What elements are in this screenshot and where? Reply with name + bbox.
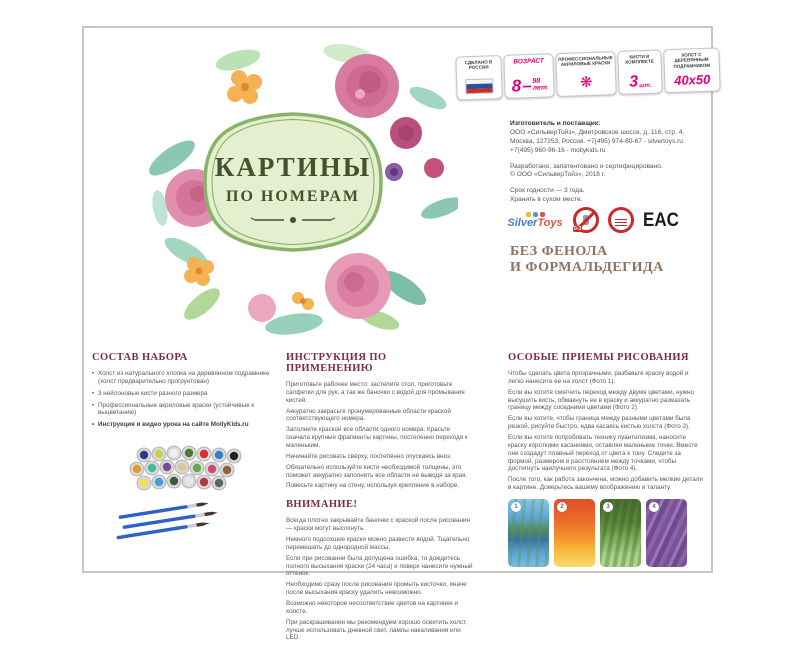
silvertoys-logo [506, 212, 564, 229]
manufacturer-address-line: +7(495) 960-96-16 - mollykids.ru [510, 146, 606, 154]
product-title-line2: ПО НОМЕРАМ [226, 188, 360, 205]
manufacturer-info [510, 120, 710, 205]
badge-acrylic-paints [555, 51, 616, 97]
technique-paragraph: После того, как работа закончена, можно добавить мелкие детали в картине. Доверьтесь вашему воображению и таланту. [508, 476, 703, 492]
attention-paragraph: Немного подсохшие краски можно развести водой. Тщательно перемешать до однородной массы. [286, 536, 470, 551]
no-phenol-line1: БЕЗ ФЕНОЛА [510, 244, 608, 259]
feature-badges-row [455, 47, 720, 100]
age-unit: лет [532, 84, 548, 92]
techniques-column [508, 352, 704, 567]
composition-item: • Холст из натурального хлопка на деревянном подрамнике (холст предварительно прогрунтован) [92, 370, 274, 386]
technique-paragraph: Чтобы сделать цвета прозрачными, разбавьте краску водой и легко нанесите ее на холст (Фото 1). [508, 370, 689, 385]
brand-name-part2: Toys [537, 216, 563, 229]
age-from: 8 [511, 76, 522, 96]
age-restriction-icon [573, 207, 599, 233]
technique-paragraph: Если вы хотите смягчить переход между двумя цветами, нужно высушить кисть, обмакнуть ее в краску и аккуратно размазать границу между соседними цветами (Фото 2). [508, 388, 695, 412]
composition-item-website: • Инструкция и видео урока на сайте MollyKids.ru [92, 421, 274, 429]
title-plaque [205, 114, 381, 250]
shelf-life-line: Срок годности — 3 года. [510, 187, 585, 195]
instruction-paragraph: Заполните краской все области одного номера. Красьте сначала крупные фрагменты картины, постепенно переходя к маленьким. [286, 426, 468, 450]
technique-paragraph: Если вы хотите попробовать технику пуантилизма, наносите краску короткими касаниями, оставляя маленькие точки. Вместе они создадут плавный переход от цвета к тону. Следите за формой, размером и расстоянием между точками, чтобы достигнуть наилучшего результата (Фото 4). [508, 434, 698, 473]
instruction-paragraph: Начинайте рисовать сверху, постепенно опускаясь вниз. [286, 452, 452, 460]
badge-made-in-russia [455, 55, 503, 101]
technique-photo-3 [600, 499, 641, 567]
purple-flower [385, 163, 403, 181]
badge-age [503, 53, 555, 99]
product-title-line1: КАРТИНЫ [214, 152, 372, 182]
photo-number-badge: 1 [511, 502, 521, 512]
instruction-paragraph: Аккуратно закрасьте пронумерованные области краской соответствующего номера. [286, 407, 451, 423]
no-phenol-claim [510, 244, 664, 275]
attention-paragraph: При раскрашивании мы рекомендуем хорошо осветить холст, лучше использовать дневной свет, лампы накаливания или LED. [286, 618, 468, 642]
composition-list [92, 370, 274, 429]
paints-and-brushes-image [104, 443, 254, 555]
age-value [511, 77, 547, 94]
composition-column [92, 352, 274, 555]
manufacturer-heading: Изготовитель и поставщик: [510, 120, 601, 127]
brushes-image [116, 502, 217, 540]
age-label: ВОЗРАСТ [513, 57, 544, 66]
brushes-count-value: 3 [628, 72, 639, 91]
attention-paragraph: Необходимо сразу после рисования промыть кисточки, иначе после высыхания краску удалить невозможно. [286, 581, 467, 597]
attention-paragraph: Если при рисовании была допущена ошибка, то дождитесь полного высыхания краски (24 часа) и поверх нанесите нужный оттенок. [286, 554, 473, 578]
made-in-russia-label: СДЕЛАНО В РОССИИ [464, 59, 493, 71]
acrylic-paints-label: ПРОФЕССИОНАЛЬНЫЕ АКРИЛОВЫЕ КРАСКИ [558, 55, 613, 68]
brushes-included-label: КИСТИ В КОМПЛЕКТЕ [625, 53, 654, 65]
brand-name-part1: Silver [507, 216, 538, 229]
paint-splat-icon: ❋ [579, 73, 593, 92]
copyright-line: © ООО «СильверТойз», 2018 г. [510, 171, 606, 179]
instruction-paragraph: Повесьте картину на стену, используя крепление в наборе. [286, 482, 460, 490]
instruction-paragraph: Обязательно используйте кисти необходимой толщины, это поможет аккуратно заполнить все области не выводя за края. [286, 463, 468, 479]
age-dash: – [521, 75, 532, 96]
canvas-size-value: 40x50 [673, 71, 711, 88]
floral-wreath-logo [142, 36, 458, 342]
techniques-header: ОСОБЫЕ ПРИЕМЫ РИСОВАНИЯ [508, 352, 689, 363]
storage-line: Хранить в сухом месте. [510, 196, 583, 204]
composition-header: СОСТАВ НАБОРА [92, 352, 188, 363]
attention-header: ВНИМАНИЕ! [286, 499, 358, 511]
photo-number-badge: 3 [603, 502, 613, 512]
instructions-header: ИНСТРУКЦИЯ ПО ПРИМЕНЕНИЮ [286, 352, 387, 374]
instruction-paragraph: Приготовьте рабочее место: застелите стол, приготовьте салфетки для рук, а так же баночки с водой для промывания кистей. [286, 381, 465, 404]
composition-item: • 3 нейлоновые кисти разного размера [92, 390, 274, 398]
instructions-column [286, 352, 474, 645]
package-back-panel [82, 26, 713, 642]
brushes-count-unit: шт. [639, 82, 652, 90]
brushes-count [629, 74, 652, 89]
technique-photo-1 [508, 499, 549, 567]
warning-circle-icon [608, 207, 634, 233]
no-phenol-line2: И ФОРМАЛЬДЕГИДА [510, 259, 664, 275]
photo-number-badge: 4 [649, 502, 659, 512]
certification-row [506, 200, 726, 240]
manufacturer-address-line: Москва, 127253, Россия. +7(495) 974-60-67 - silvertoys.ru [510, 137, 683, 145]
photo-number-badge: 2 [557, 502, 567, 512]
russian-flag-icon [465, 78, 494, 94]
badge-brushes-included [617, 49, 663, 95]
technique-photo-2 [554, 499, 595, 567]
technique-photo-4 [646, 499, 687, 567]
technique-photo-row [508, 499, 704, 567]
attention-paragraph: Возможно некоторое несоответствие цветов на картинке и холсте. [286, 600, 458, 615]
certified-line: Разработано, запатентовано и сертифицировано. [510, 162, 663, 170]
eac-mark: EAC [643, 208, 679, 231]
technique-paragraph: Если вы хотите, чтобы граница между разными цветами была резкой, рисуйте быстро, едва касаясь кистью холста (Фото 3). [508, 415, 691, 431]
manufacturer-address-line: ООО «СильверТойз», Дмитровское шоссе, д. 116, стр. 4, [510, 128, 685, 136]
attention-paragraph: Всегда плотно закрывайте баночки с краской после рисования — краски могут высохнуть. [286, 517, 470, 533]
badge-canvas-size [663, 47, 721, 93]
age-to: 98 [532, 77, 541, 85]
composition-item: • Профессиональные акриловые краски (устойчивые к выцветанию) [92, 402, 274, 418]
canvas-label: ХОЛСТ С ДЕРЕВЯННЫМ ПОДРАМНИКОМ [673, 52, 711, 69]
age-restriction-label: 0-3 [574, 226, 582, 232]
